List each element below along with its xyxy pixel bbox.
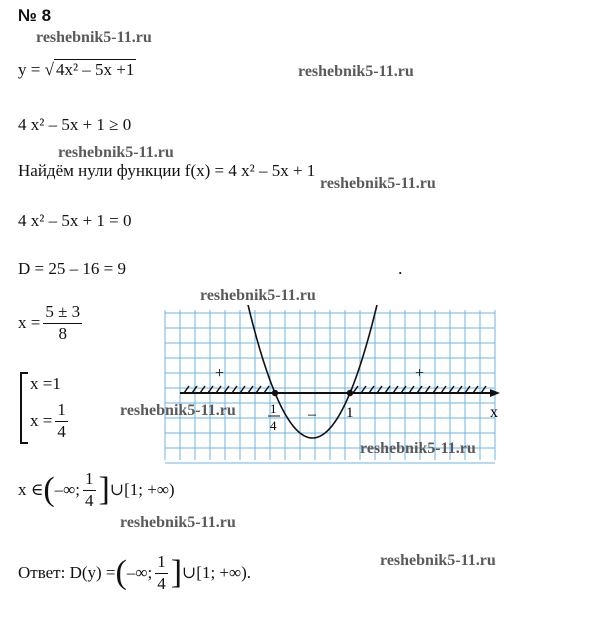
interval-frac-num: 1: [83, 470, 96, 491]
roots-denominator: 8: [58, 323, 68, 343]
right-bracket: ]: [98, 471, 110, 509]
hatch-mark: [200, 386, 205, 393]
watermark: reshebnik5-11.ru: [58, 144, 174, 161]
hatch-mark: [184, 386, 189, 393]
hatching: [184, 386, 486, 393]
tick-quarter-den: 4: [270, 418, 277, 433]
watermark: reshebnik5-11.ru: [298, 63, 414, 80]
hatch-mark: [256, 386, 261, 393]
root-quarter-den: 4: [57, 421, 66, 441]
hatch-mark: [232, 386, 237, 393]
hatch-mark: [377, 386, 382, 393]
hatch-mark: [441, 386, 446, 393]
inequality: 4 x² – 5x + 1 ≥ 0: [18, 115, 132, 134]
hatch-mark: [409, 386, 414, 393]
sqrt-sign: √: [44, 60, 54, 79]
answer-line: [18, 553, 251, 593]
hatch-mark: [369, 386, 374, 393]
hatch-mark: [361, 386, 366, 393]
answer-frac-num: 1: [155, 553, 168, 574]
hatch-mark: [353, 386, 358, 393]
roots-numerator: 5 ± 3: [43, 303, 82, 324]
zeros-statement: Найдём нули функции f(x) = 4 x² – 5x + 1: [18, 161, 316, 180]
point-one: [347, 390, 353, 396]
hatch-mark: [481, 386, 486, 393]
hatch-mark: [248, 386, 253, 393]
answer-right-bracket: ]: [170, 554, 183, 592]
function-definition: [18, 60, 136, 80]
answer-left-paren: (: [115, 554, 127, 592]
answer-period: .: [246, 563, 252, 583]
roots-formula: [18, 303, 85, 343]
root-one: x =1: [30, 374, 61, 393]
tick-one: 1: [346, 405, 354, 421]
answer-frac-den: 4: [157, 573, 166, 593]
tick-quarter-num: 1: [270, 401, 277, 416]
solution-interval: [18, 470, 175, 510]
watermark: reshebnik5-11.ru: [36, 29, 152, 46]
hatch-mark: [385, 386, 390, 393]
answer-prefix: Ответ: D(y) =: [18, 563, 116, 583]
answer-interval-right: [1; +∞): [196, 563, 247, 583]
answer-union: ∪: [182, 563, 197, 583]
plus-right: +: [415, 365, 425, 382]
problem-number: № 8: [18, 6, 52, 25]
watermark: reshebnik5-11.ru: [120, 514, 236, 531]
hatch-mark: [240, 386, 245, 393]
hatch-mark: [216, 386, 221, 393]
hatch-mark: [425, 386, 430, 393]
hatch-mark: [457, 386, 462, 393]
watermark: reshebnik5-11.ru: [200, 287, 316, 304]
watermark: reshebnik5-11.ru: [320, 175, 436, 192]
watermark: reshebnik5-11.ru: [360, 440, 476, 457]
interval-frac-den: 4: [85, 490, 94, 510]
roots-lhs: x =: [18, 313, 41, 333]
quadratic-equation: 4 x² – 5x + 1 = 0: [18, 211, 132, 230]
root-quarter-num: 1: [55, 401, 68, 422]
answer-interval-left: –∞;: [126, 563, 153, 583]
minus-sign: –: [308, 406, 316, 423]
interval-left: –∞;: [54, 480, 81, 500]
watermark: reshebnik5-11.ru: [380, 552, 496, 569]
discriminant: D = 25 – 16 = 9: [18, 259, 126, 278]
root-quarter-lhs: x =: [30, 411, 53, 431]
hatch-mark: [393, 386, 398, 393]
left-paren: (: [43, 471, 55, 509]
function-lhs: y =: [18, 60, 45, 79]
hatch-mark: [465, 386, 470, 393]
solution-prefix: x ∈: [18, 480, 44, 500]
interval-right: [1; +∞): [124, 480, 175, 500]
sqrt-expression: 4x² – 5x +1: [55, 60, 135, 79]
point-quarter: [272, 390, 278, 396]
roots-bracket: [20, 372, 28, 444]
dot-mark: .: [398, 258, 403, 278]
hatch-mark: [473, 386, 478, 393]
interval-union: ∪: [109, 480, 125, 500]
watermark: reshebnik5-11.ru: [120, 402, 236, 419]
x-axis-label: x: [490, 404, 498, 421]
root-quarter: [30, 401, 71, 441]
plus-left: +: [215, 365, 225, 382]
hatch-mark: [264, 386, 269, 393]
